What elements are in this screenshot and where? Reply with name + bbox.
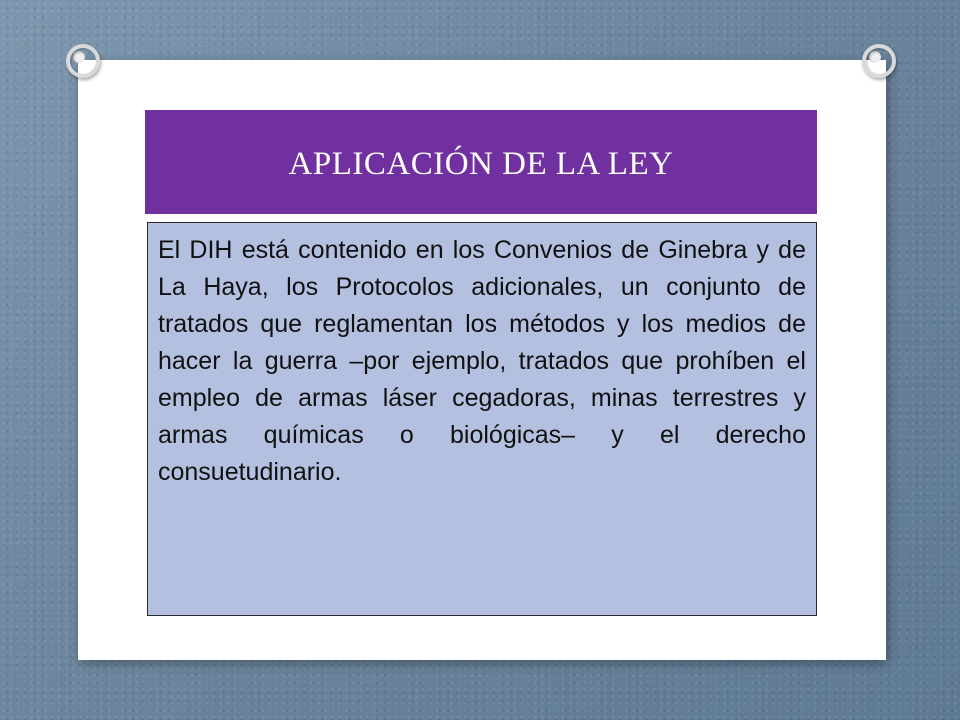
binder-ring-icon (66, 44, 100, 78)
body-paragraph: El DIH está contenido en los Convenios de Ginebra y de La Haya, los Protocolos adicionales, un conjunto de tratados que reglamentan los métodos y los medios de hacer la guerra –por ejemplo, tratados que prohíben el empleo de armas láser cegadoras, minas terrestres y armas químicas o biológicas– y el derecho consuetudinario. (158, 236, 806, 486)
title-band (145, 110, 817, 214)
binder-ring-icon (862, 44, 896, 78)
slide-title: APLICACIÓN DE LA LEY (288, 145, 674, 182)
content-box (147, 222, 817, 616)
